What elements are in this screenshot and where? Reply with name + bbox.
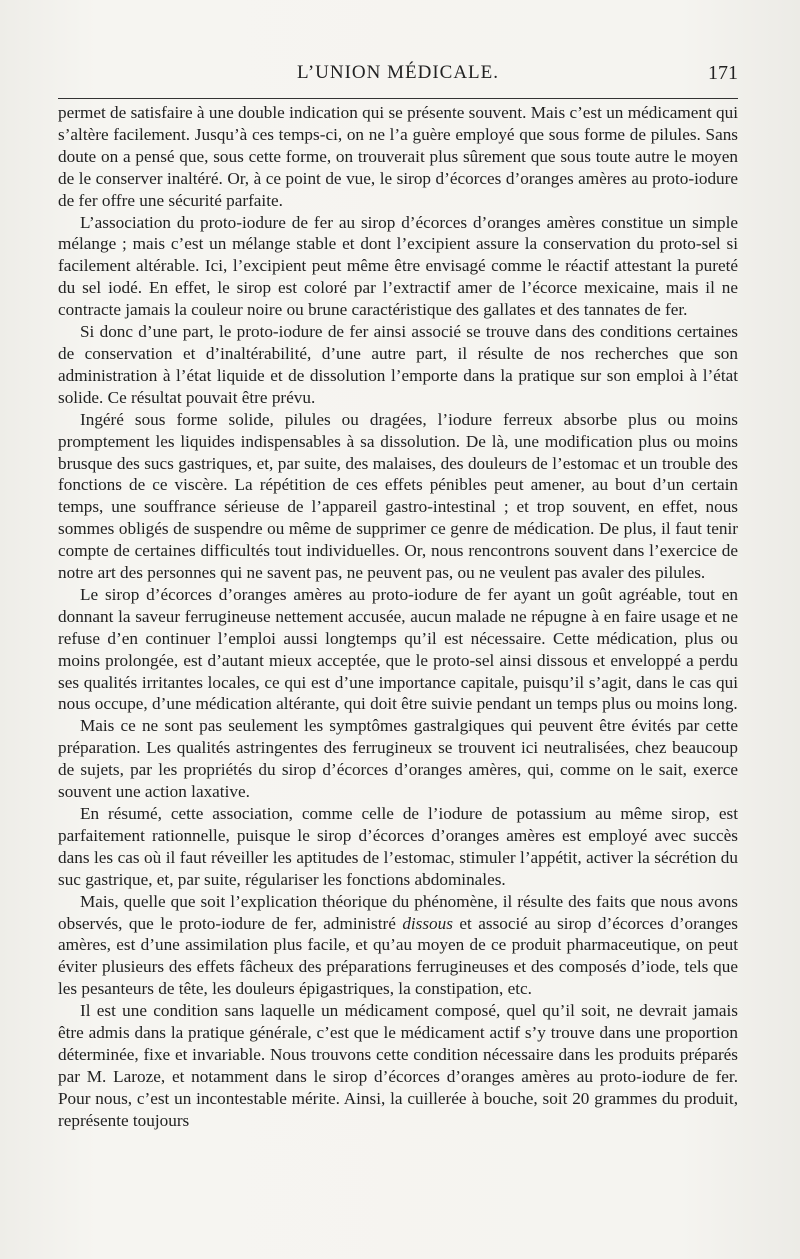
paragraph: L’association du proto-iodure de fer au sirop d’écorces d’oranges amères constitue un simple mélange ; mais c’est un mélange stable et dont l’excipient assure la conservation du proto-sel si facilement altérable. Ici, l’excipient peut même être envisagé comme le réactif attestant la pureté du sel iodé. En effet, le sirop est coloré par l’extractif amer de l’écorce mexicaine, mais il ne contracte jamais la couleur noire ou brune caractéristique des gallates et des tannates de fer. xyxy=(58,212,738,320)
page-number: 171 xyxy=(708,62,738,84)
paragraph: Si donc d’une part, le proto-iodure de fer ainsi associé se trouve dans des conditions certaines de conservation et d’inaltérabilité, d’une autre part, il résulte de nos recherches que son administration à l’état liquide et de dissolution l’emporte dans la pratique sur son emploi à l’état solide. Ce résultat pouvait être prévu. xyxy=(58,322,738,407)
paragraph xyxy=(58,891,738,1001)
paragraph: En résumé, cette association, comme celle de l’iodure de potassium au même sirop, est parfaitement rationnelle, puisque le sirop d’écorces d’oranges amères est employé avec succès dans les cas où il faut réveiller les aptitudes de l’estomac, stimuler l’appétit, activer la sécrétion du suc gastrique, et, par suite, régulariser les fonctions abdominales. xyxy=(58,804,738,889)
paragraph: Ingéré sous forme solide, pilules ou dragées, l’iodure ferreux absorbe plus ou moins promptement les liquides indispensables à sa dissolution. De là, une modification plus ou moins brusque des sucs gastriques, et, par suite, des malaises, des douleurs de l’estomac et un trouble des fonctions de ce viscère. La répétition de ces effets pénibles peut amener, au bout d’un certain temps, une souffrance sérieuse de l’appareil gastro-intestinal ; et trop souvent, en effet, nous sommes obligés de suspendre ou même de supprimer ce genre de médication. De plus, il faut tenir compte de certaines difficultés tout individuelles. Or, nous rencontrons souvent dans l’exercice de notre art des personnes qui ne savent pas, ne peuvent pas, ou ne veulent pas avaler des pilules. xyxy=(58,409,738,583)
body-text xyxy=(58,102,738,1132)
running-title: L’UNION MÉDICALE. xyxy=(296,62,500,83)
paragraph-text: Mais, quelle que soit l’explication théorique du phénomène, il résulte des faits que nous avons observés, que le proto-iodure de fer, administré xyxy=(58,891,738,933)
header-rule xyxy=(58,98,738,99)
page-header xyxy=(58,62,738,86)
italic-word: dissous xyxy=(402,913,453,933)
paragraph: permet de satisfaire à une double indication qui se présente souvent. Mais c’est un médicament qui s’altère facilement. Jusqu’à ces temps-ci, on ne l’a guère employé que sous forme de pilules. Sans doute on a pensé que, sous cette forme, on trouverait plus sûrement que sous toute autre le moyen de le conserver inaltéré. Or, à ce point de vue, le sirop d’écorces d’oranges amères au proto-iodure de fer offre une sécurité parfaite. xyxy=(58,103,738,210)
paragraph: Il est une condition sans laquelle un médicament composé, quel qu’il soit, ne devrait jamais être admis dans la pratique générale, c’est que le médicament actif s’y trouve dans une proportion déterminée, fixe et invariable. Nous trouvons cette condition nécessaire dans les produits préparés par M. Laroze, et notamment dans le sirop d’écorces d’oranges amères au proto-iodure de fer. Pour nous, c’est un incontestable mérite. Ainsi, la cuillerée à bouche, soit 20 grammes du produit, représente toujours xyxy=(58,1001,738,1130)
paragraph: Le sirop d’écorces d’oranges amères au proto-iodure de fer ayant un goût agréable, tout en donnant la saveur ferrugineuse nettement accusée, aucun malade ne répugne à en faire usage et ne refuse d’en continuer l’emploi aussi longtemps qu’il est nécessaire. Cette médication, plus ou moins prolongée, est d’autant mieux acceptée, que le proto-sel ainsi dissous et enveloppé a perdu ses qualités irritantes locales, ce qui est d’une importance capitale, puisqu’il s’agit, dans le cas qui nous occupe, d’une médication altérante, qui doit être suivie pendant un temps plus ou moins long. xyxy=(58,584,738,714)
paragraph-text: et associé au sirop d’écorces d’oranges amères, est d’une assimilation plus facile, et qu’au moyen de ce produit pharmaceutique, on peut éviter plusieurs des effets fâcheux des préparations ferrugineuses et des composés d’iode, tels que les pesanteurs de tête, les douleurs épigastriques, la constipation, etc. xyxy=(58,913,738,999)
paragraph: Mais ce ne sont pas seulement les symptômes gastralgiques qui peuvent être évités par cette préparation. Les qualités astringentes des ferrugineux se trouvent ici neutralisées, chez beaucoup de sujets, par les propriétés du sirop d’écorces d’oranges amères, qui, comme on le sait, exerce souvent une action laxative. xyxy=(58,716,738,802)
